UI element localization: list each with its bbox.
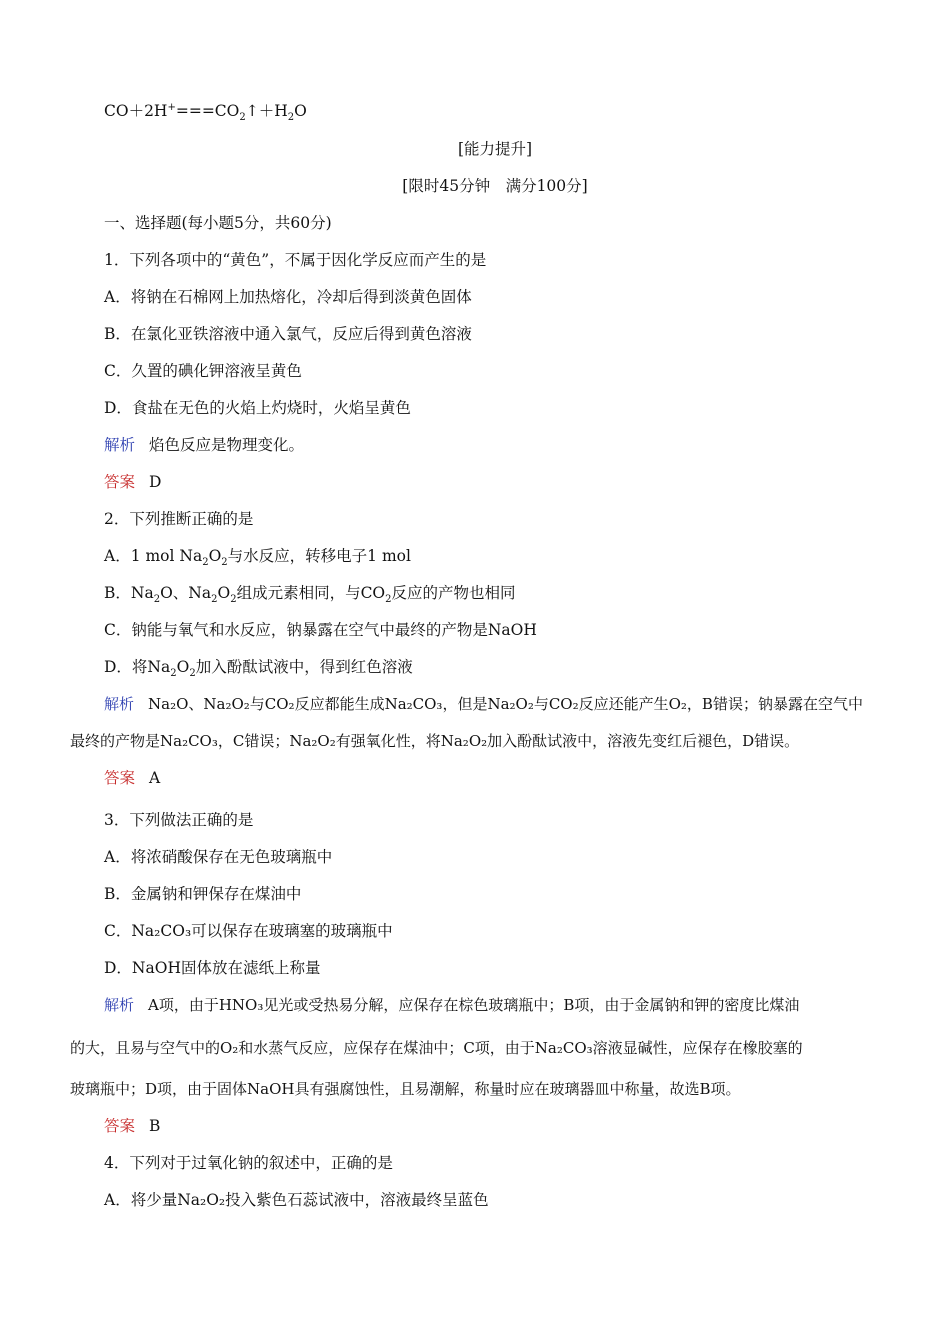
section-title: [能力提升] [457, 140, 533, 158]
q2-option-c: C．钠能与氧气和水反应，钠暴露在空气中最终的产物是NaOH [104, 621, 537, 639]
q3-analysis-line2: 的大，且易与空气中的O₂和水蒸气反应，应保存在煤油中；C项，由于Na₂CO₃溶液显碱性，应保存在橡胶塞的 [70, 1039, 803, 1057]
analysis-text: Na₂O、Na₂O₂与CO₂反应都能生成Na₂CO₃，但是Na₂O₂与CO₂反应还能产生O₂，B错误；钠暴露在空气中 [148, 695, 863, 713]
q1-answer [104, 475, 880, 491]
eq-part: O [294, 102, 307, 120]
q3-analysis-line3: 玻璃瓶中；D项，由于固体NaOH具有强腐蚀性，且易潮解，称量时应在玻璃器皿中称量，故选B项。 [70, 1080, 741, 1098]
q2-option-a [104, 547, 880, 569]
q2-answer [104, 771, 880, 787]
q3-option-a: A．将浓硝酸保存在无色玻璃瓶中 [104, 848, 333, 866]
q2-option-b [104, 584, 880, 606]
eq-sub: 2 [239, 112, 246, 124]
q3-answer [104, 1119, 880, 1135]
q2-analysis-line2: 最终的产物是Na₂CO₃，C错误；Na₂O₂有强氧化性，将Na₂O₂加入酚酞试液中，溶液先变红后褪色，D错误。 [70, 732, 800, 750]
analysis-label: 解析 [104, 436, 136, 454]
text-part: 组成元素相同，与CO [236, 584, 386, 602]
q1-option-c: C．久置的碘化钾溶液呈黄色 [104, 362, 302, 380]
q1-option-b: B．在氯化亚铁溶液中通入氯气，反应后得到黄色溶液 [104, 325, 472, 343]
q4-stem: 4．下列对于过氧化钠的叙述中，正确的是 [104, 1154, 393, 1172]
q3-analysis-line1 [104, 998, 880, 1013]
subscript: 2 [170, 668, 177, 680]
q3-option-b: B．金属钠和钾保存在煤油中 [104, 885, 302, 903]
subscript: 2 [202, 557, 209, 569]
answer-label: 答案 [104, 473, 136, 491]
answer-label: 答案 [104, 769, 136, 787]
text-part: 与水反应，转移电子1 mol [227, 547, 411, 565]
q1-option-d: D．食盐在无色的火焰上灼烧时，火焰呈黄色 [104, 399, 411, 417]
text-part: D．将Na [104, 658, 171, 676]
text-part: O、Na [160, 584, 212, 602]
q2-option-d [104, 658, 880, 680]
q2-analysis-line1 [104, 697, 880, 712]
text-part: 加入酚酞试液中，得到红色溶液 [195, 658, 413, 676]
top-equation [104, 101, 880, 124]
subscript: 2 [230, 594, 237, 606]
text-part: O [208, 547, 222, 565]
eq-sub: 2 [287, 112, 295, 124]
q4-option-a: A．将少量Na₂O₂投入紫色石蕊试液中，溶液最终呈蓝色 [104, 1191, 489, 1209]
analysis-label: 解析 [104, 695, 135, 713]
eq-sup: + [167, 101, 176, 113]
analysis-text: 焰色反应是物理变化。 [149, 436, 305, 454]
text-part: O [217, 584, 231, 602]
analysis-text: A项，由于HNO₃见光或受热易分解，应保存在棕色玻璃瓶中；B项，由于金属钠和钾的密度比煤油 [148, 996, 800, 1014]
answer-value: A [149, 769, 161, 787]
text-part: A．1 mol Na [104, 547, 203, 565]
q3-stem: 3．下列做法正确的是 [104, 811, 254, 829]
subscript: 2 [211, 594, 218, 606]
text-part: O [176, 658, 190, 676]
subscript: 2 [189, 668, 196, 680]
text-part: 反应的产物也相同 [391, 584, 516, 602]
q1-stem: 1．下列各项中的“黄色”，不属于因化学反应而产生的是 [104, 251, 487, 269]
time-limit: [限时45分钟 满分100分] [402, 177, 588, 195]
q2-stem: 2．下列推断正确的是 [104, 510, 254, 528]
subscript: 2 [221, 557, 228, 569]
analysis-label: 解析 [104, 996, 135, 1014]
eq-part: CO＋2H [104, 102, 168, 120]
subscript: 2 [153, 594, 161, 606]
q1-option-a: A．将钠在石棉网上加热熔化，冷却后得到淡黄色固体 [104, 288, 472, 306]
q3-option-c: C．Na₂CO₃可以保存在玻璃塞的玻璃瓶中 [104, 922, 393, 940]
eq-part: ===CO [175, 102, 240, 120]
text-part: B．Na [104, 584, 154, 602]
answer-label: 答案 [104, 1117, 136, 1135]
q1-analysis [104, 438, 880, 454]
q3-option-d: D．NaOH固体放在滤纸上称量 [104, 959, 321, 977]
answer-value: B [149, 1117, 161, 1135]
eq-part: ↑＋H [245, 102, 288, 120]
part-heading: 一、选择题(每小题5分，共60分) [104, 214, 332, 232]
answer-value: D [149, 473, 162, 491]
subscript: 2 [385, 594, 392, 606]
